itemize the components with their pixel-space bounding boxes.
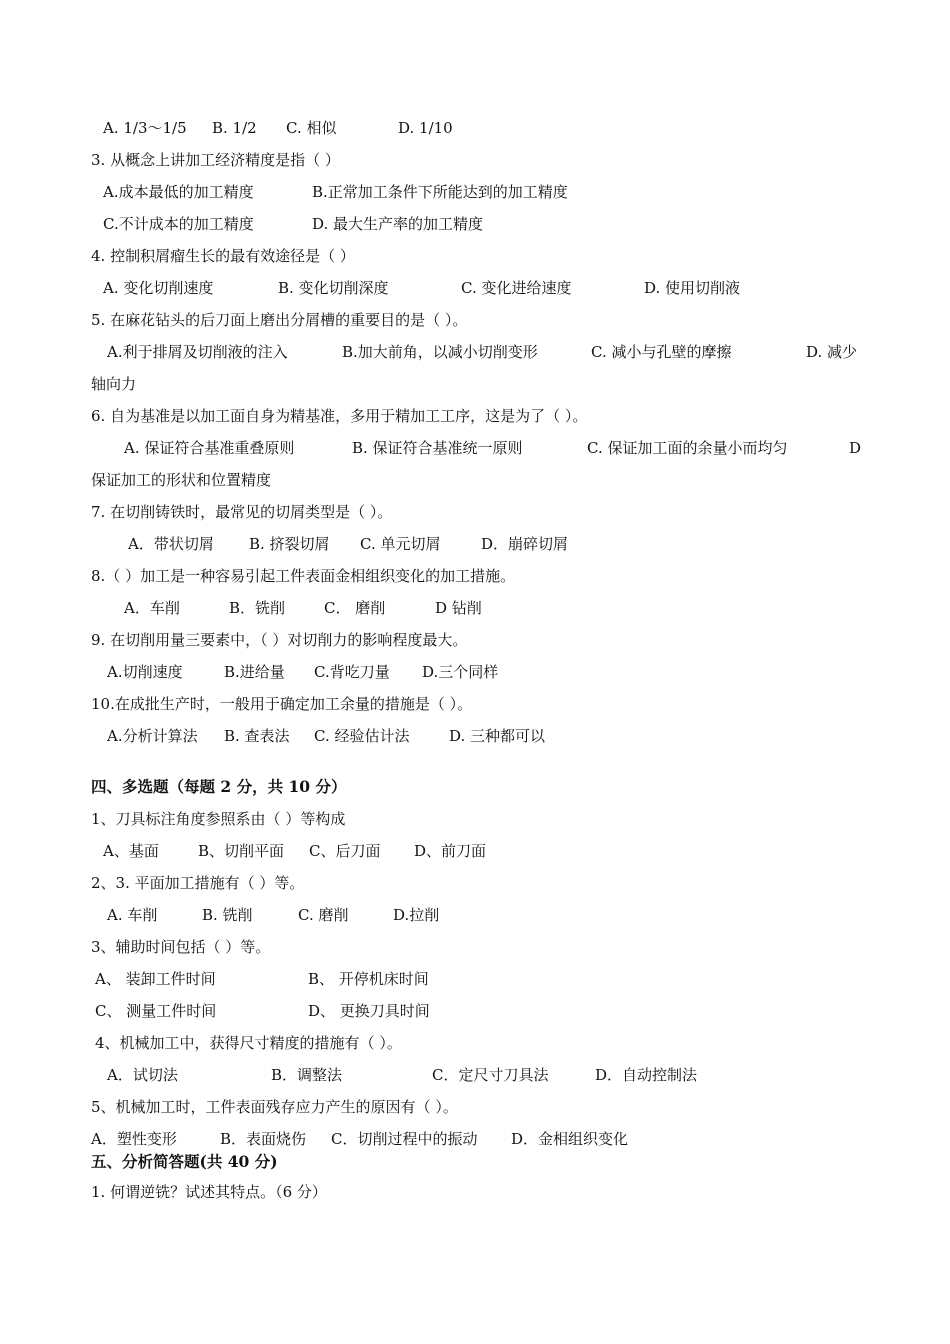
text-line: A、基面 [103, 842, 159, 860]
text-line: C. 变化进给速度 [461, 279, 572, 297]
text-line: D．金相组织变化 [511, 1130, 629, 1148]
text-line: B.加大前角，以减小切削变形 [342, 343, 538, 361]
text-line: B. 保证符合基准统一原则 [352, 439, 523, 457]
text-line: 5、机械加工时，工件表面残存应力产生的原因有（ ）。 [91, 1098, 458, 1116]
text-line: A.分析计算法 [107, 727, 198, 745]
text-line: A.利于排屑及切削液的注入 [107, 343, 288, 361]
text-line: A.成本最低的加工精度 [103, 183, 254, 201]
text-line: A. 保证符合基准重叠原则 [124, 439, 295, 457]
text-line: A. 车削 [107, 906, 158, 924]
text-line: D.拉削 [393, 906, 440, 924]
text-line: C.背吃刀量 [314, 663, 390, 681]
text-line: 8.（ ）加工是一种容易引起工件表面金相组织变化的加工措施。 [91, 567, 516, 585]
text-line: D. 最大生产率的加工精度 [312, 215, 484, 233]
text-line: D 钻削 [435, 599, 482, 617]
text-line: D．自动控制法 [595, 1066, 698, 1084]
text-line: C．定尺寸刀具法 [432, 1066, 549, 1084]
text-line: A．车削 [124, 599, 180, 617]
text-line: D. 三种都可以 [449, 727, 546, 745]
text-line: D．崩碎切屑 [481, 535, 569, 553]
text-line: A. 1/3～1/5 [103, 119, 187, 137]
text-line: 4. 控制积屑瘤生长的最有效途径是（ ） [91, 247, 355, 265]
text-line: D.三个同样 [422, 663, 499, 681]
text-line: A．塑性变形 [91, 1130, 177, 1148]
text-line: D、前刀面 [414, 842, 487, 860]
text-line: 5. 在麻花钻头的后刀面上磨出分屑槽的重要目的是（ ）。 [91, 311, 468, 329]
text-line: 1、刀具标注角度参照系由（ ）等构成 [91, 810, 346, 828]
text-line: 7. 在切削铸铁时，最常见的切屑类型是（ ）。 [91, 503, 393, 521]
text-line: C. 减小与孔壁的摩擦 [591, 343, 732, 361]
text-line: B．表面烧伤 [220, 1130, 307, 1148]
text-line: B.正常加工条件下所能达到的加工精度 [312, 183, 568, 201]
text-line: C. 相似 [286, 119, 337, 137]
text-line: D. 减少 [806, 343, 858, 361]
text-line: B. 查表法 [224, 727, 290, 745]
section-heading: 四、多选题（每题 2 分，共 10 分） [91, 777, 347, 796]
text-line: A．带状切屑 [128, 535, 214, 553]
text-line: B. 1/2 [212, 119, 257, 137]
text-line: C．切削过程中的振动 [331, 1130, 478, 1148]
text-line: 保证加工的形状和位置精度 [91, 471, 272, 489]
text-line: B、 开停机床时间 [308, 970, 429, 988]
text-line: C. 保证加工面的余量小而均匀 [587, 439, 788, 457]
section-heading: 五、分析简答题(共 40 分) [91, 1152, 278, 1171]
text-line: C. 磨削 [298, 906, 349, 924]
text-line: 9. 在切削用量三要素中，（ ）对切削力的影响程度最大。 [91, 631, 468, 649]
text-line: D. 1/10 [398, 119, 453, 137]
text-line: B．调整法 [271, 1066, 343, 1084]
text-line: 3. 从概念上讲加工经济精度是指（ ） [91, 151, 340, 169]
text-line: C.不计成本的加工精度 [103, 215, 254, 233]
text-line: B、切削平面 [198, 842, 285, 860]
text-line: 1. 何谓逆铣？试述其特点。（6 分） [91, 1183, 327, 1201]
text-line: C． 磨削 [324, 599, 386, 617]
text-line: A. 变化切削速度 [103, 279, 214, 297]
text-line: D. 使用切削液 [644, 279, 741, 297]
text-line: B. 铣削 [202, 906, 253, 924]
text-line: B.进给量 [224, 663, 285, 681]
text-line: 6. 自为基准是以加工面自身为精基准，多用于精加工工序，这是为了（ ）。 [91, 407, 588, 425]
text-line: 3、辅助时间包括（ ）等。 [91, 938, 271, 956]
text-line: 4、机械加工中，获得尺寸精度的措施有（ ）。 [95, 1034, 402, 1052]
text-line: A、 装卸工件时间 [95, 970, 216, 988]
text-line: 2、3. 平面加工措施有（ ）等。 [91, 874, 305, 892]
text-line: B．铣削 [229, 599, 286, 617]
text-line: B. 挤裂切屑 [249, 535, 330, 553]
text-line: D、 更换刀具时间 [308, 1002, 430, 1020]
text-line: 轴向力 [91, 375, 137, 393]
text-line: D [849, 439, 862, 457]
text-line: C. 单元切屑 [360, 535, 441, 553]
text-line: A.切削速度 [107, 663, 183, 681]
text-line: C、后刀面 [309, 842, 381, 860]
text-line: 10.在成批生产时，一般用于确定加工余量的措施是（ ）。 [91, 695, 473, 713]
text-line: C. 经验估计法 [314, 727, 410, 745]
text-line: B. 变化切削深度 [278, 279, 389, 297]
text-line: A．试切法 [107, 1066, 178, 1084]
text-line: C、 测量工件时间 [95, 1002, 217, 1020]
